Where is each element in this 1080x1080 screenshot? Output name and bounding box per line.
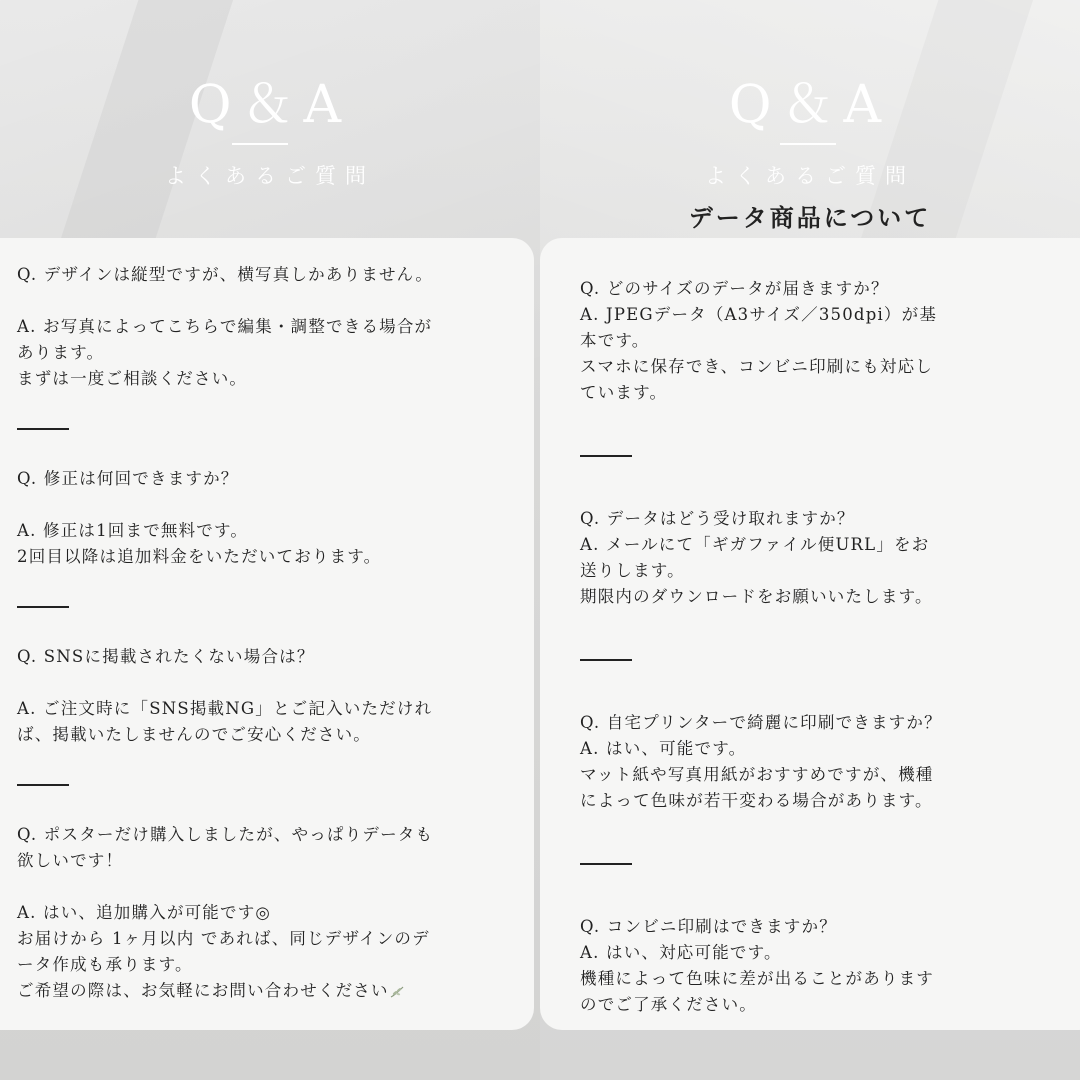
section-divider	[17, 606, 69, 608]
page-title: Q＆A	[728, 75, 892, 135]
answer-text: スマホに保存でき、コンビニ印刷にも対応し	[580, 357, 934, 376]
page-subtitle: よくあるご質問	[705, 164, 915, 188]
answer-text: によって色味が若干変わる場合があります。	[580, 791, 933, 810]
answer-text: 送りします。	[580, 561, 685, 580]
section-divider	[580, 455, 632, 457]
answer-text: 本です。	[580, 331, 650, 350]
answer-text: A. ご注文時に「SNS掲載NG」とご記入いただけれ	[17, 699, 433, 718]
qa-item	[580, 914, 1040, 1018]
right-panel	[540, 0, 1080, 1080]
section-divider	[580, 659, 632, 661]
answer-text: A. はい、対応可能です。	[580, 943, 782, 962]
question-text: Q. ポスターだけ購入しましたが、やっぱりデータも	[17, 825, 434, 844]
answer-text: A. 修正は1回まで無料です。	[17, 521, 249, 540]
question-text: Q. コンビニ印刷はできますか？	[580, 917, 837, 936]
title-divider	[232, 143, 288, 145]
qa-list	[580, 276, 1040, 1018]
answer-text: まずは一度ご相談ください。	[17, 369, 248, 388]
answer-text: ています。	[580, 383, 668, 402]
qa-list	[17, 262, 517, 1004]
answer-text: 2回目以降は追加料金をいただいております。	[17, 547, 382, 566]
title-divider	[780, 143, 836, 145]
qa-item	[580, 276, 1040, 406]
qa-item	[580, 506, 1040, 610]
section-divider	[17, 428, 69, 430]
section-divider	[580, 863, 632, 865]
question-text: 欲しいです！	[17, 851, 124, 870]
answer-text: 期限内のダウンロードをお願いいたします。	[580, 587, 933, 606]
answer-text: A. お写真によってこちらで編集・調整できる場合が	[17, 317, 433, 336]
question-text: Q. 自宅プリンターで綺麗に印刷できますか？	[580, 713, 942, 732]
qa-item	[17, 644, 517, 748]
qa-item	[17, 262, 517, 392]
answer-text: A. はい、可能です。	[580, 739, 747, 758]
answer-text: マット紙や写真用紙がおすすめですが、機種	[580, 765, 934, 784]
answer-text: A. メールにて「ギガファイル便URL」をお	[580, 535, 930, 554]
question-text: Q. デザインは縦型ですが、横写真しかありません。	[17, 265, 434, 284]
page-subtitle: よくあるご質問	[165, 164, 375, 188]
qa-item	[580, 710, 1040, 814]
question-text: Q. どのサイズのデータが届きますか？	[580, 279, 889, 298]
answer-text: ば、掲載いたしませんのでご安心ください。	[17, 725, 371, 744]
answer-text: ータ作成も承ります。	[17, 955, 193, 974]
answer-text: A. はい、追加購入が可能です◎	[17, 903, 272, 922]
section-heading: データ商品について	[688, 203, 932, 232]
section-divider	[17, 784, 69, 786]
page-title: Q＆A	[188, 75, 352, 135]
answer-text: のでご了承ください。	[580, 995, 757, 1014]
answer-text: A. JPEGデータ（A3サイズ／350dpi）が基	[580, 305, 938, 324]
question-text: Q. 修正は何回できますか？	[17, 469, 239, 488]
qa-item	[17, 466, 517, 570]
answer-text: お届けから 1ヶ月以内 であれば、同じデザインのデ	[17, 929, 430, 948]
answer-text: 機種によって色味に差が出ることがあります	[580, 969, 934, 988]
question-text: Q. データはどう受け取れますか？	[580, 509, 855, 528]
answer-text: ご希望の際は、お気軽にお問い合わせください	[17, 981, 389, 1000]
leaf-icon	[389, 985, 405, 999]
qa-item	[17, 822, 517, 1004]
answer-text: あります。	[17, 343, 105, 362]
question-text: Q. SNSに掲載されたくない場合は？	[17, 647, 315, 666]
